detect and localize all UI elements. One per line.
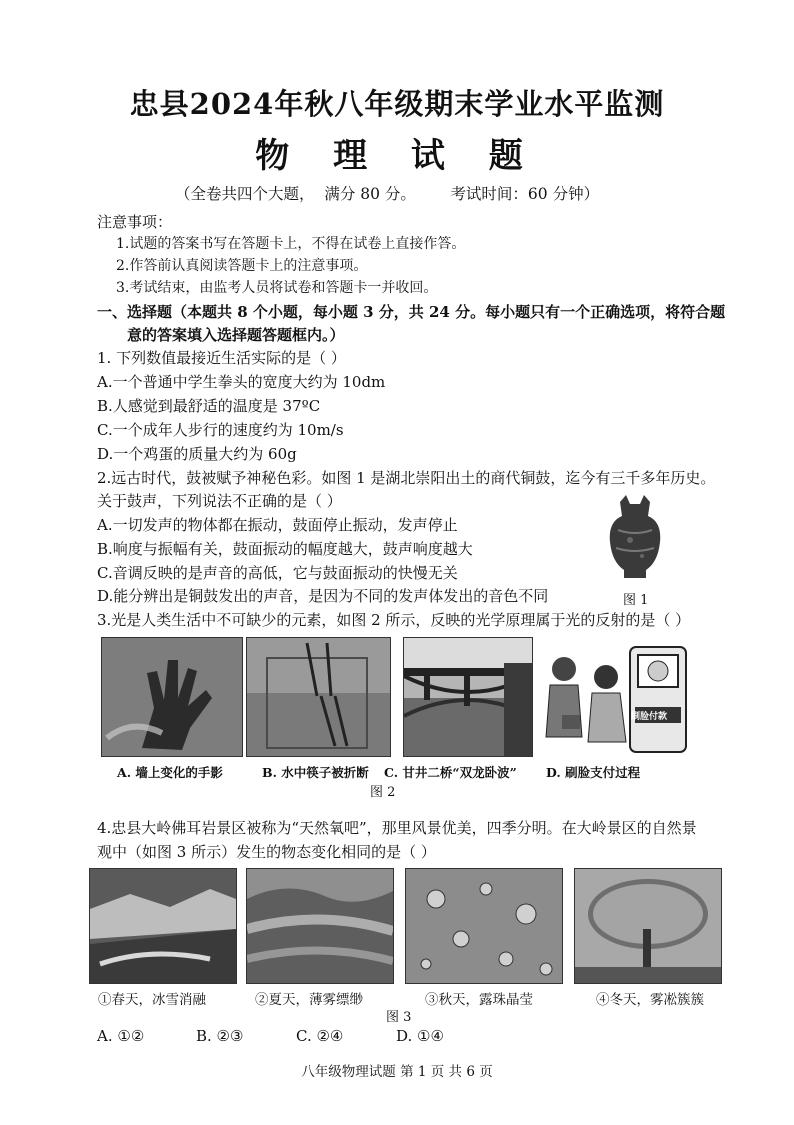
bronze-drum-image (590, 490, 680, 585)
notice-heading: 注意事项： (97, 213, 173, 231)
figure-3-label: 图 3 (386, 1010, 412, 1025)
fig3-caption-4: ④冬天，雾凇簇簇 (596, 992, 704, 1008)
q1-option-b: B.人感觉到最舒适的温度是 37ºC (97, 397, 321, 415)
face-pay-kiosk-drawing (542, 637, 694, 755)
fig2-caption-b: B. 水中筷子被折断 (262, 765, 369, 780)
figure-2-label: 图 2 (370, 785, 396, 800)
question-2-stem: 2.远古时代，鼓被赋予神秘色彩。如图 1 是湖北崇阳出土的商代铜鼓，迄今有三千多年历史。 (97, 469, 716, 487)
fig3-caption-3: ③秋天，露珠晶莹 (425, 992, 533, 1008)
melting-snow-photo (89, 868, 237, 984)
subject-title: 物 理 试 题 (255, 136, 539, 176)
q4-option-d: D. ①④ (396, 1027, 444, 1045)
question-4-stem: 4.忠县大岭佛耳岩景区被称为“天然氧吧”，那里风景优美，四季分明。在大岭景区的自然景 (97, 819, 697, 837)
notice-item: 1.试题的答案书写在答题卡上，不得在试卷上直接作答。 (116, 236, 466, 252)
figure-1-label: 图 1 (623, 593, 649, 608)
q4-option-c: C. ②④ (296, 1027, 344, 1045)
q2-option-b: B.响度与振幅有关，鼓面振动的幅度越大，鼓声响度越大 (97, 540, 473, 558)
question-2-stem-cont: 关于鼓声，下列说法不正确的是（ ） (97, 492, 342, 510)
notice-item: 2.作答前认真阅读答题卡上的注意事项。 (116, 258, 368, 274)
fig3-caption-1: ①春天，冰雪消融 (98, 992, 206, 1008)
q1-option-a: A.一个普通中学生拳头的宽度大约为 10dm (97, 373, 386, 391)
q1-option-c: C.一个成年人步行的速度约为 10m/s (97, 421, 344, 439)
exam-title: 忠县2024年秋八年级期末学业水平监测 (129, 87, 665, 121)
rime-tree-photo (574, 868, 722, 984)
section-heading-cont: 意的答案填入选择题答题框内。） (127, 326, 345, 344)
q2-option-d: D.能分辨出是铜鼓发出的声音，是因为不同的发声体发出的音色不同 (97, 587, 549, 605)
fig2-caption-a: A. 墙上变化的手影 (117, 765, 223, 780)
mist-photo (246, 868, 394, 984)
hand-shadow-photo (101, 637, 243, 757)
notice-item: 3.考试结束，由监考人员将试卷和答题卡一并收回。 (116, 280, 438, 296)
kiosk-sign: 刷脸付款 (631, 712, 668, 722)
dew-drops-photo (405, 868, 563, 984)
section-heading: 一、选择题（本题共 8 个小题，每小题 3 分，共 24 分。每小题只有一个正确选项，将符合题 (97, 303, 726, 321)
exam-meta: （全卷共四个大题， 满分 80 分。 考试时间：60 分钟） (175, 185, 600, 203)
question-3-stem: 3.光是人类生活中不可缺少的元素，如图 2 所示，反映的光学原理属于光的反射的是（ ） (97, 611, 691, 629)
question-1-stem: 1. 下列数值最接近生活实际的是（ ） (97, 349, 346, 367)
question-4-stem-cont: 观中（如图 3 所示）发生的物态变化相同的是（ ） (97, 843, 436, 861)
fig2-caption-d: D. 刷脸支付过程 (546, 765, 641, 780)
bridge-reflection-photo (403, 637, 533, 757)
q2-option-c: C.音调反映的是声音的高低，它与鼓面振动的快慢无关 (97, 564, 458, 582)
chopsticks-water-photo (246, 637, 391, 757)
fig3-caption-2: ②夏天，薄雾缥缈 (255, 992, 363, 1008)
q4-option-b: B. ②③ (196, 1027, 244, 1045)
q4-option-a: A. ①② (97, 1027, 145, 1045)
q2-option-a: A.一切发声的物体都在振动，鼓面停止振动，发声停止 (97, 516, 458, 534)
q1-option-d: D.一个鸡蛋的质量大约为 60g (97, 445, 297, 463)
page-footer: 八年级物理试题 第 1 页 共 6 页 (301, 1064, 493, 1080)
fig2-caption-c: C. 甘井二桥“双龙卧波” (384, 765, 517, 780)
